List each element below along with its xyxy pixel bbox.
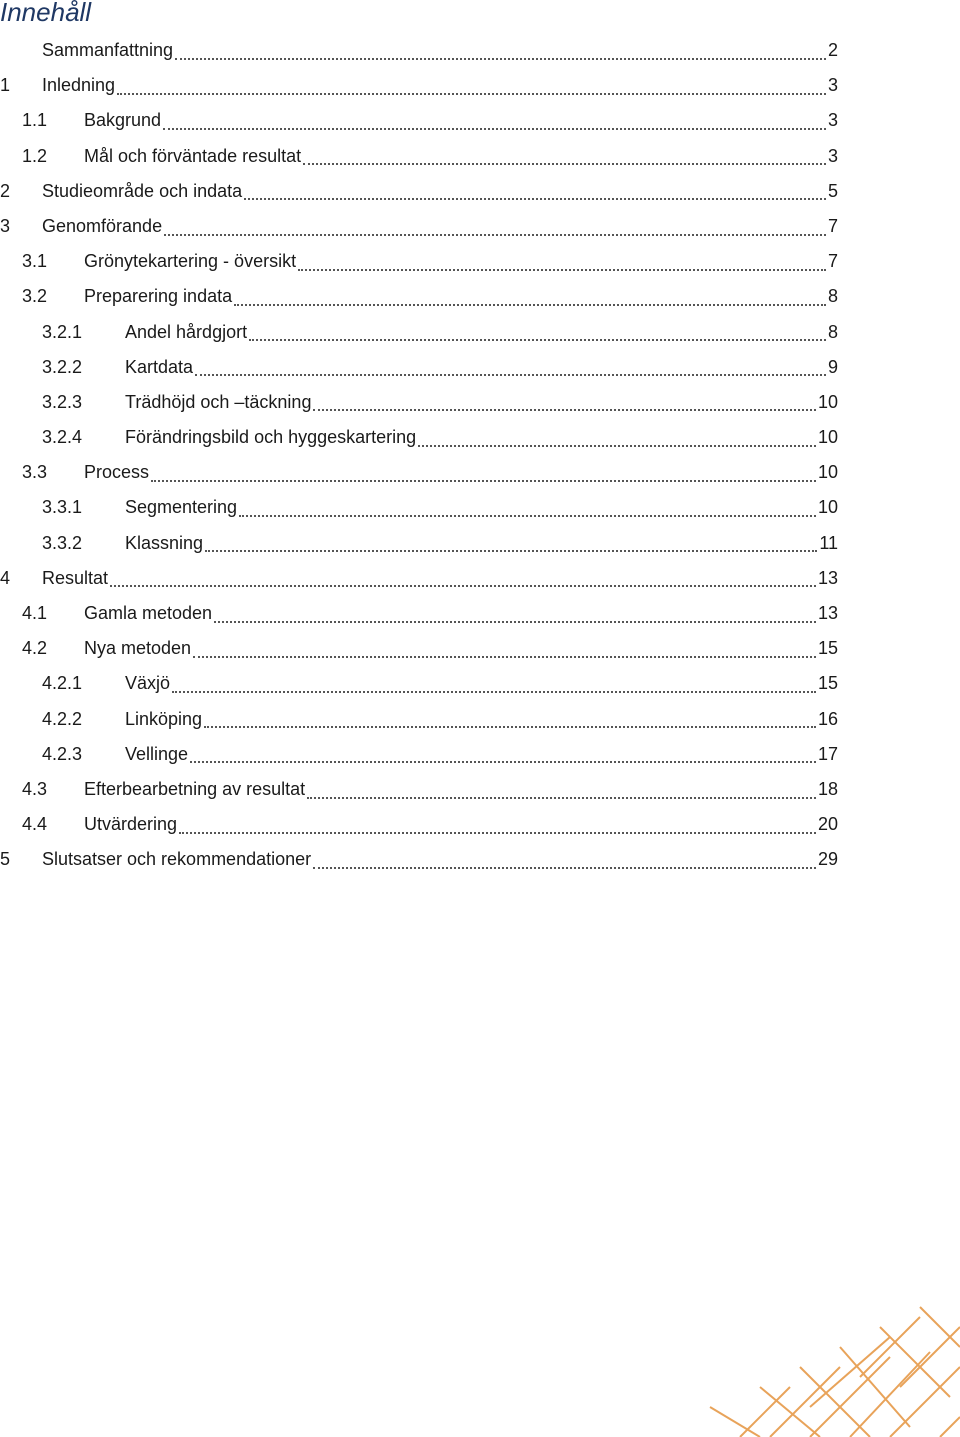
toc-entry-number: 3.1 (22, 251, 48, 272)
toc-entry-title: Gamla metoden (84, 603, 213, 623)
toc-entry-title: Trädhöjd och –täckning (125, 391, 312, 412)
dot-leader (303, 163, 826, 165)
toc-entry-page: 17 (817, 743, 838, 764)
toc-entry[interactable] (0, 33, 838, 68)
toc-entry[interactable] (0, 103, 838, 138)
toc-entry[interactable] (0, 139, 838, 174)
toc-entry-number: 3.3.2 (42, 532, 83, 553)
dot-leader (195, 374, 826, 376)
toc-entry-title: Klassning (125, 532, 204, 553)
dot-leader (418, 445, 816, 447)
toc-entry-page: 10 (817, 391, 838, 412)
toc-entry-page: 7 (827, 251, 838, 272)
dot-leader (205, 550, 817, 552)
decorative-line (760, 1387, 820, 1437)
toc-entry-page: 3 (827, 110, 838, 131)
toc-entry-page: 7 (827, 215, 838, 236)
toc-entry[interactable] (0, 631, 838, 666)
toc-entry-title: Förändringsbild och hyggeskartering (125, 427, 417, 448)
toc-entry[interactable] (0, 385, 838, 420)
dot-leader (307, 797, 816, 799)
decorative-line (920, 1307, 960, 1347)
toc-entry[interactable] (0, 209, 838, 244)
toc-entry-number: 4.2.1 (42, 673, 83, 694)
toc-entry-page: 8 (827, 321, 838, 342)
toc-entry[interactable] (0, 455, 838, 490)
decorative-grid-pattern (560, 1257, 960, 1437)
toc-entry-title: Studieområde och indata (42, 180, 243, 201)
toc-entry-number: 4.2.2 (42, 708, 83, 729)
dot-leader (110, 585, 816, 587)
toc-entry[interactable] (0, 350, 838, 385)
toc-entry-page: 10 (817, 462, 838, 483)
decorative-line (710, 1407, 760, 1437)
toc-entry-title: Process (84, 462, 150, 483)
toc-entry-page: 15 (817, 638, 838, 659)
toc-entry-page: 18 (817, 778, 838, 799)
toc-entry-title: Resultat (42, 567, 109, 588)
dot-leader (117, 93, 826, 95)
dot-leader (313, 409, 816, 411)
toc-entry-page: 8 (827, 286, 838, 307)
toc-entry[interactable] (0, 174, 838, 209)
decorative-line (770, 1367, 840, 1437)
toc-entry-number: 2 (0, 180, 11, 201)
toc-entry-number: 3.2.4 (42, 427, 83, 448)
toc-entry-number: 3.2.3 (42, 391, 83, 412)
dot-leader (214, 621, 816, 623)
toc-entry[interactable] (0, 666, 838, 701)
decorative-line (940, 1417, 960, 1437)
toc-entry-title: Kartdata (125, 356, 194, 377)
decorative-line (880, 1327, 950, 1397)
toc-entry-number: 4.1 (22, 603, 48, 623)
toc-entry-page: 29 (817, 849, 838, 870)
toc-entry-title: Nya metoden (84, 638, 192, 659)
toc-entry-title: Preparering indata (84, 286, 233, 307)
toc-entry-title: Sammanfattning (42, 40, 174, 60)
toc-entry-page: 5 (827, 180, 838, 201)
toc-entry-page: 2 (827, 40, 838, 60)
toc-entry-title: Inledning (42, 75, 116, 96)
toc-entry-page: 13 (817, 567, 838, 588)
toc-entry-page: 20 (817, 814, 838, 835)
toc-entry-number: 4.2.3 (42, 743, 83, 764)
dot-leader (244, 198, 826, 200)
toc-entry-number: 4 (0, 567, 11, 588)
toc-entry-number: 5 (0, 849, 11, 870)
toc-entry-number: 3 (0, 215, 11, 236)
toc-entry[interactable] (0, 490, 838, 525)
toc-entry-page: 15 (817, 673, 838, 694)
toc-entry-title: Grönytekartering - översikt (84, 251, 297, 272)
toc-entry-number: 1.2 (22, 145, 48, 166)
dot-leader (204, 726, 816, 728)
toc-entry[interactable] (0, 772, 838, 807)
dot-leader (298, 269, 826, 271)
toc-entry-title: Slutsatser och rekommendationer (42, 849, 312, 870)
toc-entry-number: 4.2 (22, 638, 48, 659)
dot-leader (179, 832, 816, 834)
dot-leader (172, 691, 816, 693)
decorative-line (840, 1347, 910, 1427)
toc-entry-number: 3.2.1 (42, 321, 83, 342)
decorative-line (800, 1367, 870, 1437)
toc-entry-title: Genomförande (42, 215, 163, 236)
toc-entry-title: Andel hårdgjort (125, 321, 248, 342)
toc-entry-page: 9 (827, 356, 838, 377)
dot-leader (175, 58, 826, 60)
toc-entry[interactable] (0, 807, 838, 842)
dot-leader (249, 339, 826, 341)
toc-entry[interactable] (0, 315, 838, 350)
dot-leader (239, 515, 816, 517)
toc-entry-number: 4.4 (22, 814, 48, 835)
toc-entry-title: Efterbearbetning av resultat (84, 778, 306, 799)
toc-entry[interactable] (0, 244, 838, 279)
toc-entry-number: 1.1 (22, 110, 48, 131)
toc-entry-page: 13 (817, 603, 838, 623)
toc-entry[interactable] (0, 279, 838, 314)
page-title: Innehåll (0, 0, 92, 27)
dot-leader (193, 656, 816, 658)
toc-entry-title: Växjö (125, 673, 171, 694)
dot-leader (234, 304, 826, 306)
toc-entry-title: Utvärdering (84, 814, 178, 835)
table-of-contents (0, 33, 838, 878)
toc-entry[interactable] (0, 596, 838, 631)
toc-entry-title: Segmentering (125, 497, 238, 518)
toc-entry-page: 3 (827, 75, 838, 96)
toc-entry-number: 3.2 (22, 286, 48, 307)
toc-entry-number: 3.3.1 (42, 497, 83, 518)
toc-entry-title: Bakgrund (84, 110, 162, 131)
toc-entry-number: 4.3 (22, 778, 48, 799)
toc-entry-page: 10 (817, 497, 838, 518)
toc-entry-page: 11 (819, 532, 838, 553)
toc-entry-page: 10 (817, 427, 838, 448)
toc-entry-title: Linköping (125, 708, 203, 729)
toc-entry-number: 1 (0, 75, 11, 96)
toc-entry[interactable] (0, 420, 838, 455)
dot-leader (313, 867, 816, 869)
toc-entry[interactable] (0, 526, 838, 561)
toc-entry[interactable] (0, 702, 838, 737)
toc-entry[interactable] (0, 68, 838, 103)
toc-entry-page: 3 (827, 145, 838, 166)
dot-leader (163, 128, 826, 130)
toc-entry-title: Vellinge (125, 743, 189, 764)
decorative-line (860, 1317, 920, 1377)
dot-leader (151, 480, 816, 482)
toc-entry-title: Mål och förväntade resultat (84, 145, 302, 166)
toc-entry[interactable] (0, 737, 838, 772)
dot-leader (164, 234, 826, 236)
toc-entry-number: 3.2.2 (42, 356, 83, 377)
dot-leader (190, 761, 816, 763)
toc-entry[interactable] (0, 842, 838, 877)
toc-entry-page: 16 (817, 708, 838, 729)
toc-entry[interactable] (0, 561, 838, 596)
toc-entry-number: 3.3 (22, 462, 48, 483)
